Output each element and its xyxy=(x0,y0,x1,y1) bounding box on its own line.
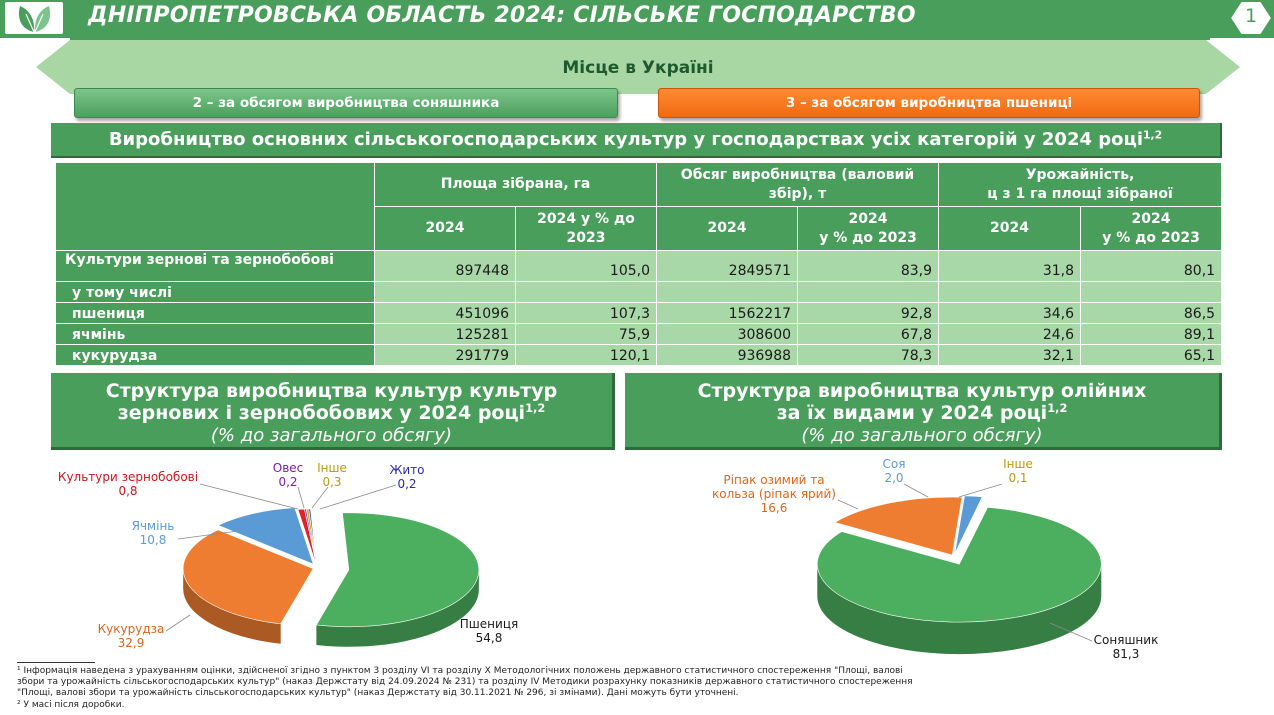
table-cell: 291779 xyxy=(375,345,516,366)
pie-label-інше: Інше 0,1 xyxy=(1003,457,1033,485)
table-row xyxy=(56,303,1222,324)
production-table xyxy=(55,162,1222,366)
row-label: у тому числі xyxy=(56,282,375,303)
table-cell xyxy=(798,282,939,303)
grain-chart-title-line2: зернових і зернобобових у 2024 році$^{1,2}$ xyxy=(117,401,546,424)
table-cell xyxy=(375,282,516,303)
pie-label-соя: Соя 2,0 xyxy=(882,457,906,485)
table-row xyxy=(56,251,1222,282)
group-header-yield: Урожайність, ц з 1 га площі зібраної xyxy=(939,163,1222,207)
table-title-sup: 1,2 xyxy=(1143,128,1163,142)
table-row xyxy=(56,282,1222,303)
table-cell: 32,1 xyxy=(939,345,1081,366)
pie-label-ячмінь: Ячмінь 10,8 xyxy=(131,519,175,547)
table-row xyxy=(56,345,1222,366)
oil-chart-title-line2: за їх видами у 2024 році$^{1,2}$ xyxy=(776,401,1068,424)
table-cell: 75,9 xyxy=(516,324,657,345)
table-cell: 308600 xyxy=(657,324,798,345)
pie-label-інше: Інше 0,3 xyxy=(317,461,347,489)
rank-sunflower-badge: 2 – за обсягом виробництва соняшника xyxy=(74,88,618,118)
subheader-cell: 2024 у % до 2023 xyxy=(798,207,939,251)
table-cell: 86,5 xyxy=(1081,303,1222,324)
leader-line xyxy=(166,615,190,631)
footnotes xyxy=(17,666,957,711)
subheader-cell: 2024 xyxy=(657,207,798,251)
pie-label-овес: Овес 0,2 xyxy=(272,461,304,489)
oil-chart-title xyxy=(625,373,1222,450)
table-cell: 897448 xyxy=(375,251,516,282)
footnote-2: ² У масі після доробки. xyxy=(17,699,125,710)
table-title-text: Виробництво основних сільськогосподарських культур у господарствах усіх категорій у 2024 році xyxy=(108,129,1144,150)
pie-label-кукурудза: Кукурудза 32,9 xyxy=(97,622,165,650)
pie-label-жито: Жито 0,2 xyxy=(389,463,425,491)
group-header-area: Площа зібрана, га xyxy=(375,163,657,207)
pie-label-соняшник: Соняшник 81,3 xyxy=(1093,633,1159,661)
leaf-icon xyxy=(5,2,63,34)
table-cell: 65,1 xyxy=(1081,345,1222,366)
subheader-cell: 2024 у % до 2023 xyxy=(1081,207,1222,251)
table-cell: 120,1 xyxy=(516,345,657,366)
subheader-cell: 2024 xyxy=(939,207,1081,251)
table-row xyxy=(56,324,1222,345)
table-cell: 31,8 xyxy=(939,251,1081,282)
pie-tops xyxy=(817,496,1101,622)
leader-line xyxy=(838,500,858,509)
group-header-output: Обсяг виробництва (валовий збір), т xyxy=(657,163,939,207)
page-title: ДНІПРОПЕТРОВСЬКА ОБЛАСТЬ 2024: СІЛЬСЬКЕ ГОСПОДАРСТВО xyxy=(88,3,916,28)
rank-wheat-badge: 3 – за обсягом виробництва пшениці xyxy=(658,88,1200,118)
table-cell: 936988 xyxy=(657,345,798,366)
footnote-1-line: збори та урожайність сільськогосподарських культур" (наказ Держстату від 24.09.2024 № 231) та розділу IV Методики розрахунку показників державного статистичного спостереження xyxy=(17,677,913,688)
table-cell: 78,3 xyxy=(798,345,939,366)
footnote-1-line: ¹ Інформація наведена з урахуванням оцінки, здійсненої згідно з пунктом 3 розділу VI та розділу X Методологічних положень державного статистичного спостереження "Площі, валові xyxy=(17,666,903,676)
table-title xyxy=(51,123,1222,158)
grain-pie-chart xyxy=(40,455,580,660)
table-corner xyxy=(56,163,375,251)
logo xyxy=(3,0,65,36)
table-cell: 67,8 xyxy=(798,324,939,345)
leader-line xyxy=(904,484,928,497)
table-cell: 105,0 xyxy=(516,251,657,282)
table-cell: 34,6 xyxy=(939,303,1081,324)
oil-chart-subtitle: (% до загального обсягу) xyxy=(801,425,1043,446)
leader-line xyxy=(959,484,1002,497)
table-cell xyxy=(657,282,798,303)
grain-chart-title xyxy=(51,373,615,450)
ranking-title: Місце в Україні xyxy=(562,58,714,78)
table-cell: 24,6 xyxy=(939,324,1081,345)
table-cell xyxy=(1081,282,1222,303)
row-label: ячмінь xyxy=(56,324,375,345)
table-cell: 80,1 xyxy=(1081,251,1222,282)
table-cell xyxy=(939,282,1081,303)
pie-label-пшениця: Пшениця 54,8 xyxy=(459,617,519,645)
page-number: 1 xyxy=(1244,5,1258,27)
subheader-cell: 2024 xyxy=(375,207,516,251)
leader-line xyxy=(312,487,328,508)
table-cell: 2849571 xyxy=(657,251,798,282)
footnote-1-line: "Площі, валові збори та урожайність сільськогосподарських культур" (наказ Держстату від 30.11.2021 № 296, зі змінами). Дані можуть бути уточнені. xyxy=(17,688,739,699)
row-label: пшениця xyxy=(56,303,375,324)
grain-chart-subtitle: (% до загального обсягу) xyxy=(210,425,453,446)
grain-chart-title-line1: Структура виробництва культур культур xyxy=(105,380,558,402)
row-label: Культури зернові та зернобобові xyxy=(56,251,375,282)
table-cell xyxy=(516,282,657,303)
table-cell: 83,9 xyxy=(798,251,939,282)
subheader-cell: 2024 у % до 2023 xyxy=(516,207,657,251)
table-cell: 451096 xyxy=(375,303,516,324)
table-cell: 92,8 xyxy=(798,303,939,324)
table-cell: 125281 xyxy=(375,324,516,345)
oil-chart-title-line1: Структура виробництва культур олійних xyxy=(697,380,1147,402)
table-cell: 107,3 xyxy=(516,303,657,324)
oil-pie-chart xyxy=(680,453,1220,663)
pie-label-культури-зернобобові: Культури зернобобові 0,8 xyxy=(57,470,199,498)
footnote-divider xyxy=(17,662,95,663)
leader-line xyxy=(298,487,304,508)
pie-tops xyxy=(183,508,479,627)
table-cell: 1562217 xyxy=(657,303,798,324)
row-label: кукурудза xyxy=(56,345,375,366)
table-cell: 89,1 xyxy=(1081,324,1222,345)
pie-label-ріпак-озимий-та-кольза-ріпак-ярий: Ріпак озимий та кольза (ріпак ярий) 16,6 xyxy=(712,473,836,515)
